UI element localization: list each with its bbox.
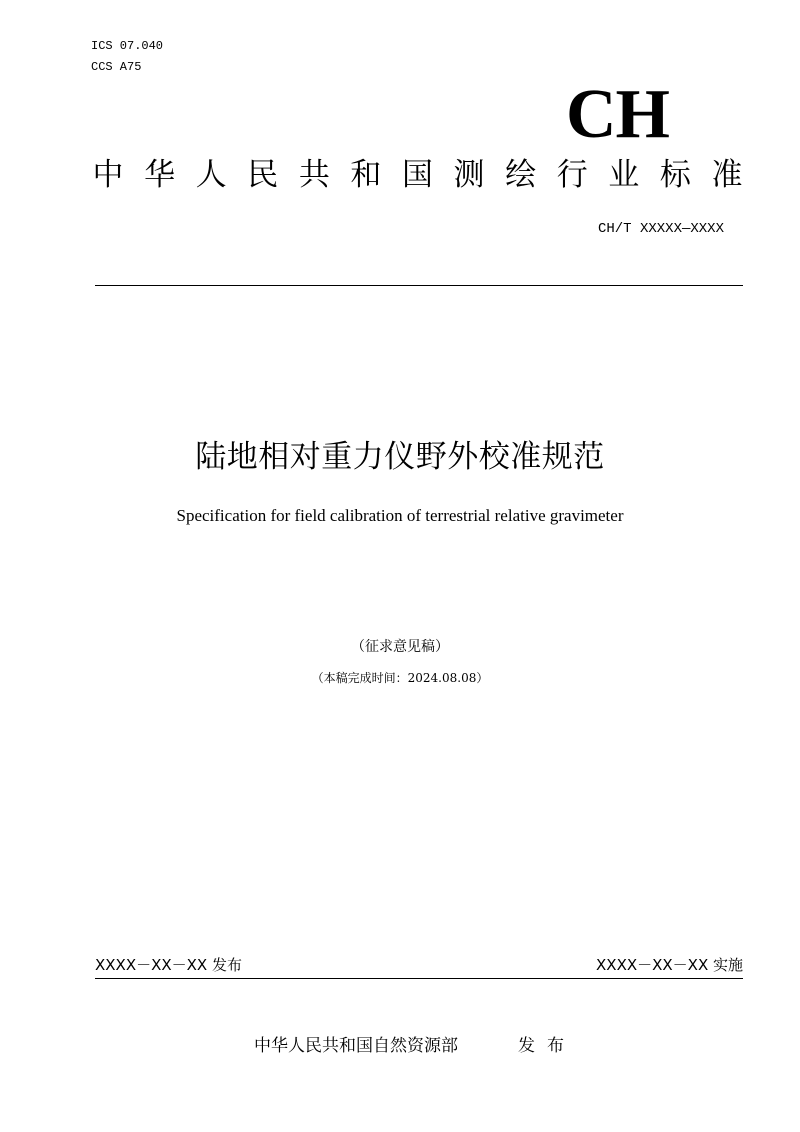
draft-completion-date: （本稿完成时间：2024.08.08） bbox=[311, 671, 489, 685]
standard-category-char: 业 bbox=[608, 157, 640, 193]
ccs-code: CCS A75 bbox=[91, 60, 142, 74]
issuing-authority: 中华人民共和国自然资源部 bbox=[254, 1036, 458, 1056]
document-title-zh: 陆地相对重力仪野外校准规范 bbox=[195, 439, 605, 475]
implement-date: XXXX－XX－XX 实施 bbox=[596, 956, 743, 974]
standard-category-char: 华 bbox=[144, 157, 176, 193]
standard-category-char: 绘 bbox=[505, 157, 537, 193]
standard-category-char: 标 bbox=[659, 157, 691, 193]
footer-divider bbox=[95, 978, 743, 979]
draft-status: （征求意见稿） bbox=[351, 639, 449, 655]
standard-category-char: 中 bbox=[92, 157, 124, 193]
standard-category-char: 和 bbox=[350, 157, 382, 193]
standard-category-char: 民 bbox=[247, 157, 279, 193]
standard-category-char: 准 bbox=[711, 157, 743, 193]
standard-category-char: 共 bbox=[298, 157, 330, 193]
standard-category-char: 国 bbox=[401, 157, 433, 193]
standard-category-char: 行 bbox=[556, 157, 588, 193]
standard-category bbox=[92, 155, 743, 195]
standard-category-char: 人 bbox=[195, 157, 227, 193]
publish-date: XXXX－XX－XX 发布 bbox=[95, 956, 242, 974]
standard-code: CH/T XXXXX—XXXX bbox=[597, 221, 724, 237]
standard-category-char: 测 bbox=[453, 157, 485, 193]
ics-code: ICS 07.040 bbox=[91, 39, 164, 53]
document-title-en: Specification for field calibration of terrestrial relative gravimeter bbox=[176, 506, 624, 525]
issue-label: 发布 bbox=[518, 1036, 576, 1056]
header-divider bbox=[95, 285, 743, 286]
ch-logo: CH bbox=[566, 76, 669, 153]
